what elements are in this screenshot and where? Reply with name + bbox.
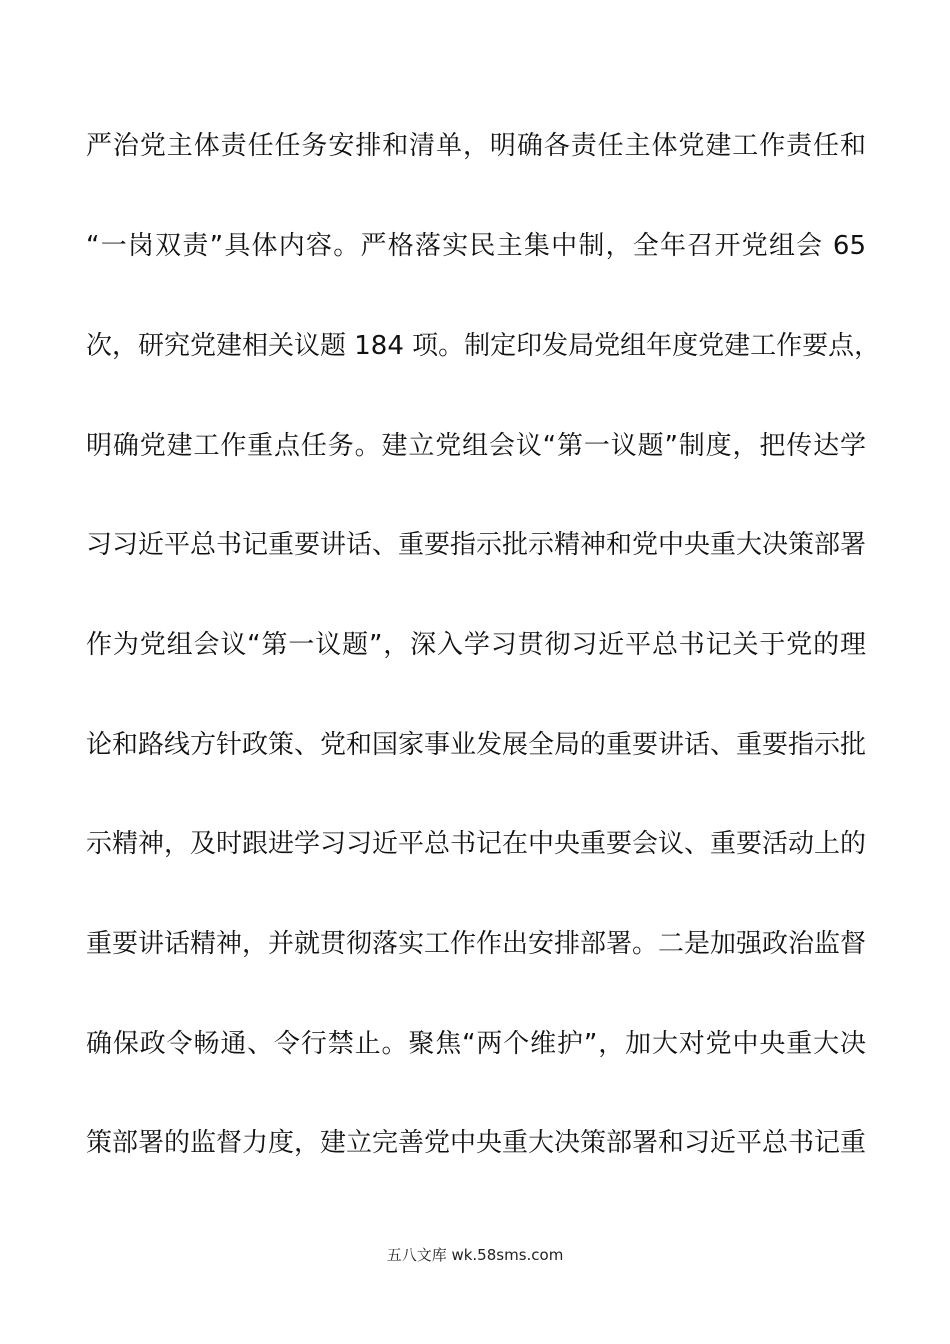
text-line: 明确党建工作重点任务。建立党组会议“第一议题”制度，把传达学: [86, 431, 866, 461]
text-line: 确保政令畅通、令行禁止。聚焦“两个维护”，加大对党中央重大决: [86, 1029, 866, 1059]
text-line: 策部署的监督力度，建立完善党中央重大决策部署和习近平总书记重: [86, 1128, 867, 1158]
text-line: “一岗双责”具体内容。严格落实民主集中制，全年召开党组会 65: [86, 231, 866, 261]
text-line: 严治党主体责任任务安排和清单，明确各责任主体党建工作责任和: [86, 131, 866, 161]
footer-watermark: 五八文库 wk.58sms.com: [386, 1246, 564, 1264]
text-line: 习习近平总书记重要讲话、重要指示批示精神和党中央重大决策部署: [86, 530, 867, 560]
text-line: 次，研究党建相关议题 184 项。制定印发局党组年度党建工作要点，: [86, 331, 881, 361]
text-line: 作为党组会议“第一议题”，深入学习贯彻习近平总书记关于党的理: [86, 630, 866, 660]
text-line: 论和路线方针政策、党和国家事业发展全局的重要讲话、重要指示批: [86, 730, 867, 760]
text-line: 示精神，及时跟进学习习近平总书记在中央重要会议、重要活动上的: [86, 829, 867, 859]
text-line: 重要讲话精神，并就贯彻落实工作作出安排部署。二是加强政治监督: [86, 929, 867, 959]
